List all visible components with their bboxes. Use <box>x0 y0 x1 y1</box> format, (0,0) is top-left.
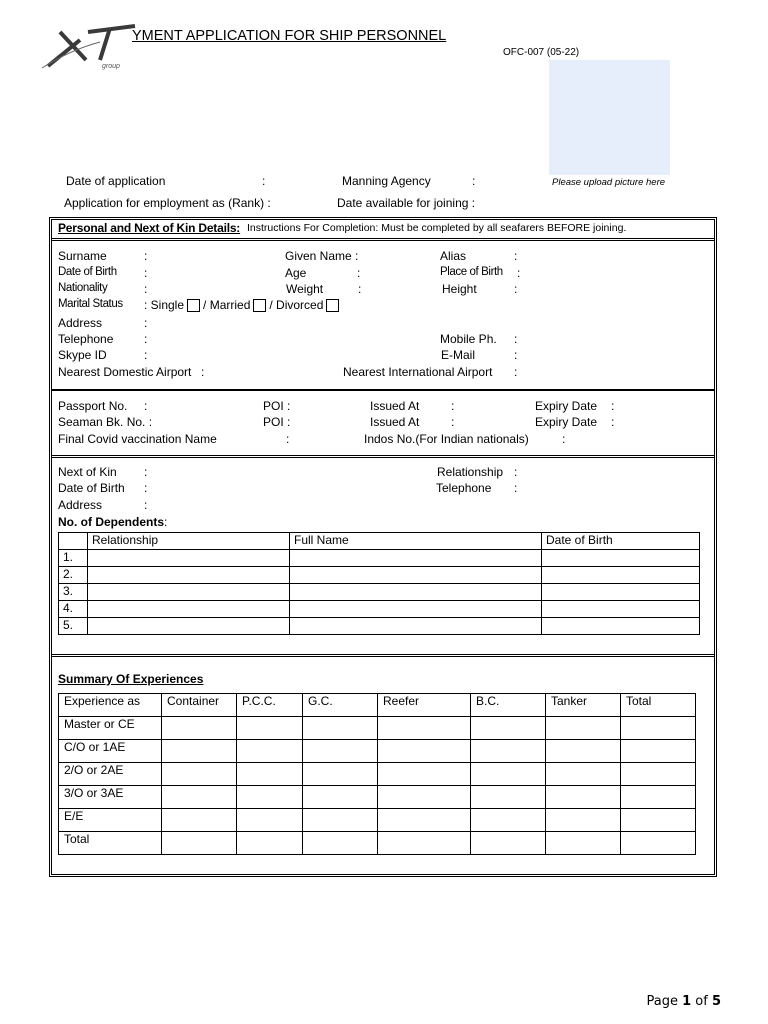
colon: : <box>144 348 148 362</box>
colon: : <box>514 365 518 379</box>
table-cell[interactable] <box>378 717 471 740</box>
header-cell: Experience as <box>59 694 162 717</box>
header-cell: Container <box>162 694 237 717</box>
colon: : <box>358 282 362 296</box>
table-row <box>59 584 700 601</box>
nationality-label: Nationality <box>58 282 108 294</box>
colon: : <box>144 266 148 280</box>
table-row <box>59 740 696 763</box>
colon: : <box>357 266 361 280</box>
colon: : <box>144 249 148 263</box>
instructions-text: Instructions For Completion: Must be completed by all seafarers BEFORE joining. <box>247 222 627 234</box>
table-cell[interactable] <box>237 786 303 809</box>
page-indicator <box>646 994 721 1009</box>
colon: : <box>144 498 148 512</box>
marital-options <box>144 298 342 312</box>
table-cell[interactable] <box>237 832 303 855</box>
kin-dob-label: Date of Birth <box>58 481 125 495</box>
table-cell[interactable] <box>88 618 290 635</box>
header-cell: Relationship <box>88 533 290 550</box>
rank-cell: E/E <box>59 809 162 832</box>
table-row <box>59 567 700 584</box>
photo-upload-note: Please upload picture here <box>552 177 666 188</box>
svg-text:group: group <box>102 63 120 70</box>
table-row <box>59 618 700 635</box>
table-cell[interactable] <box>542 618 700 635</box>
table-cell[interactable] <box>303 809 378 832</box>
given-name-label: Given Name : <box>285 249 359 263</box>
table-cell[interactable] <box>378 832 471 855</box>
row-number: 2. <box>59 567 88 584</box>
married-checkbox[interactable] <box>253 299 266 312</box>
colon: : <box>562 432 566 446</box>
table-cell[interactable] <box>237 809 303 832</box>
colon: : <box>514 465 518 479</box>
header-cell: Total <box>621 694 696 717</box>
colon: : <box>517 266 521 280</box>
date-available-label: Date available for joining : <box>337 196 476 210</box>
table-cell[interactable] <box>290 550 542 567</box>
table-cell[interactable] <box>542 550 700 567</box>
colon: : <box>164 515 168 529</box>
table-header-row <box>59 694 696 717</box>
table-cell[interactable] <box>621 740 696 763</box>
poi-label: POI : <box>263 415 291 429</box>
table-cell[interactable] <box>303 717 378 740</box>
colon: : <box>514 348 518 362</box>
table-cell[interactable] <box>378 809 471 832</box>
table-cell[interactable] <box>471 832 546 855</box>
dependents-text: No. of Dependents <box>58 515 165 529</box>
mobile-label: Mobile Ph. <box>440 332 497 346</box>
colon: : <box>201 365 205 379</box>
table-cell[interactable] <box>303 832 378 855</box>
table-cell[interactable] <box>471 809 546 832</box>
table-cell[interactable] <box>546 763 621 786</box>
section-divider <box>51 654 715 657</box>
page-word: Page <box>646 994 678 1009</box>
table-row <box>59 601 700 618</box>
address-label: Address <box>58 316 103 330</box>
table-row <box>59 786 696 809</box>
telephone-label: Telephone <box>58 332 114 346</box>
header-cell: P.C.C. <box>237 694 303 717</box>
marital-status-label: Marital Status <box>58 298 123 310</box>
issued-at-label: Issued At <box>370 399 420 413</box>
table-cell[interactable] <box>546 717 621 740</box>
table-cell[interactable] <box>237 717 303 740</box>
table-cell[interactable] <box>290 618 542 635</box>
kin-telephone-label: Telephone <box>436 481 492 495</box>
table-cell[interactable] <box>162 786 237 809</box>
colon: : <box>144 481 148 495</box>
colon: : <box>472 174 476 188</box>
header-cell: Tanker <box>546 694 621 717</box>
dob-label: Date of Birth <box>58 266 117 278</box>
header-cell: Reefer <box>378 694 471 717</box>
date-of-application-label: Date of application <box>66 174 166 188</box>
dependents-label <box>58 515 167 529</box>
covid-vaccination-label: Final Covid vaccination Name <box>58 432 217 446</box>
experience-table <box>58 693 696 855</box>
section-divider <box>51 238 715 241</box>
table-cell[interactable] <box>621 786 696 809</box>
rank-cell: Master or CE <box>59 717 162 740</box>
table-cell[interactable] <box>303 740 378 763</box>
issued-at-label: Issued At <box>370 415 420 429</box>
section-divider <box>51 389 715 391</box>
colon: : <box>144 282 148 296</box>
table-cell[interactable] <box>162 740 237 763</box>
table-cell[interactable] <box>542 584 700 601</box>
table-cell[interactable] <box>162 832 237 855</box>
table-cell[interactable] <box>162 717 237 740</box>
header-cell <box>59 533 88 550</box>
table-row <box>59 832 696 855</box>
table-cell[interactable] <box>378 786 471 809</box>
colon: : <box>262 174 266 188</box>
table-cell[interactable] <box>290 601 542 618</box>
table-cell[interactable] <box>237 763 303 786</box>
table-cell[interactable] <box>471 717 546 740</box>
colon: : <box>144 332 148 346</box>
domestic-airport-label: Nearest Domestic Airport <box>58 365 192 379</box>
of-word: of <box>695 994 708 1009</box>
table-cell[interactable] <box>303 786 378 809</box>
table-row <box>59 550 700 567</box>
surname-label: Surname <box>58 249 107 263</box>
row-number: 4. <box>59 601 88 618</box>
page-number: 1 <box>682 994 692 1009</box>
colon: : <box>286 432 290 446</box>
table-header-row <box>59 533 700 550</box>
married-label: / Married <box>203 298 251 312</box>
divorced-checkbox[interactable] <box>326 299 339 312</box>
table-cell[interactable] <box>621 717 696 740</box>
table-cell[interactable] <box>471 740 546 763</box>
table-cell[interactable] <box>621 809 696 832</box>
colon: : <box>514 481 518 495</box>
colon: : <box>514 332 518 346</box>
colon: : <box>514 249 518 263</box>
colon: : <box>611 415 615 429</box>
age-label: Age <box>285 266 307 280</box>
table-cell[interactable] <box>621 832 696 855</box>
photo-upload-area[interactable] <box>549 60 670 175</box>
colon: : <box>451 399 455 413</box>
colon: : <box>514 282 518 296</box>
header-cell: Date of Birth <box>542 533 700 550</box>
header-cell: G.C. <box>303 694 378 717</box>
rank-cell: Total <box>59 832 162 855</box>
table-cell[interactable] <box>88 584 290 601</box>
kin-address-label: Address <box>58 498 103 512</box>
section-divider <box>51 455 715 458</box>
dependents-table <box>58 532 700 635</box>
table-cell[interactable] <box>88 567 290 584</box>
height-label: Height <box>442 282 477 296</box>
table-cell[interactable] <box>546 786 621 809</box>
expiry-label: Expiry Date <box>535 399 598 413</box>
row-number: 5. <box>59 618 88 635</box>
weight-label: Weight <box>286 282 324 296</box>
colon: : <box>144 316 148 330</box>
colon: : <box>611 399 615 413</box>
single-checkbox[interactable] <box>187 299 200 312</box>
table-cell[interactable] <box>378 763 471 786</box>
table-cell[interactable] <box>542 567 700 584</box>
place-of-birth-label: Place of Birth <box>440 266 503 278</box>
table-row <box>59 717 696 740</box>
header-cell: B.C. <box>471 694 546 717</box>
expiry-label: Expiry Date <box>535 415 598 429</box>
table-cell[interactable] <box>290 584 542 601</box>
table-cell[interactable] <box>88 550 290 567</box>
table-cell[interactable] <box>378 740 471 763</box>
skype-label: Skype ID <box>58 348 107 362</box>
alias-label: Alias <box>440 249 467 263</box>
manning-agency-label: Manning Agency <box>342 174 431 188</box>
passport-label: Passport No. <box>58 399 128 413</box>
row-number: 1. <box>59 550 88 567</box>
table-cell[interactable] <box>471 763 546 786</box>
table-cell[interactable] <box>471 786 546 809</box>
intl-airport-label: Nearest International Airport <box>343 365 493 379</box>
table-cell[interactable] <box>290 567 542 584</box>
row-number: 3. <box>59 584 88 601</box>
colon: : <box>144 465 148 479</box>
single-label: : Single <box>144 298 185 312</box>
next-of-kin-label: Next of Kin <box>58 465 117 479</box>
personal-section-title: Personal and Next of Kin Details: <box>58 221 241 235</box>
table-cell[interactable] <box>542 601 700 618</box>
rank-cell: 2/O or 2AE <box>59 763 162 786</box>
colon: : <box>144 399 148 413</box>
divorced-label: / Divorced <box>269 298 324 312</box>
table-cell[interactable] <box>546 740 621 763</box>
email-label: E-Mail <box>441 348 476 362</box>
rank-cell: 3/O or 3AE <box>59 786 162 809</box>
experience-title: Summary Of Experiences <box>58 672 204 686</box>
table-cell[interactable] <box>237 740 303 763</box>
table-cell[interactable] <box>162 809 237 832</box>
relationship-label: Relationship <box>437 465 504 479</box>
table-row <box>59 809 696 832</box>
colon: : <box>451 415 455 429</box>
rank-cell: C/O or 1AE <box>59 740 162 763</box>
page-total: 5 <box>711 994 721 1009</box>
seaman-book-label: Seaman Bk. No. : <box>58 415 153 429</box>
table-row <box>59 763 696 786</box>
company-logo <box>40 20 140 72</box>
indos-label: Indos No.(For Indian nationals) <box>364 432 529 446</box>
rank-label: Application for employment as (Rank) : <box>64 196 271 210</box>
poi-label: POI : <box>263 399 291 413</box>
table-cell[interactable] <box>546 809 621 832</box>
table-cell[interactable] <box>621 763 696 786</box>
form-code: OFC-007 (05-22) <box>503 47 580 58</box>
table-cell[interactable] <box>88 601 290 618</box>
table-cell[interactable] <box>303 763 378 786</box>
form-title: YMENT APPLICATION FOR SHIP PERSONNEL <box>132 28 447 44</box>
header-cell: Full Name <box>290 533 542 550</box>
table-cell[interactable] <box>546 832 621 855</box>
table-cell[interactable] <box>162 763 237 786</box>
